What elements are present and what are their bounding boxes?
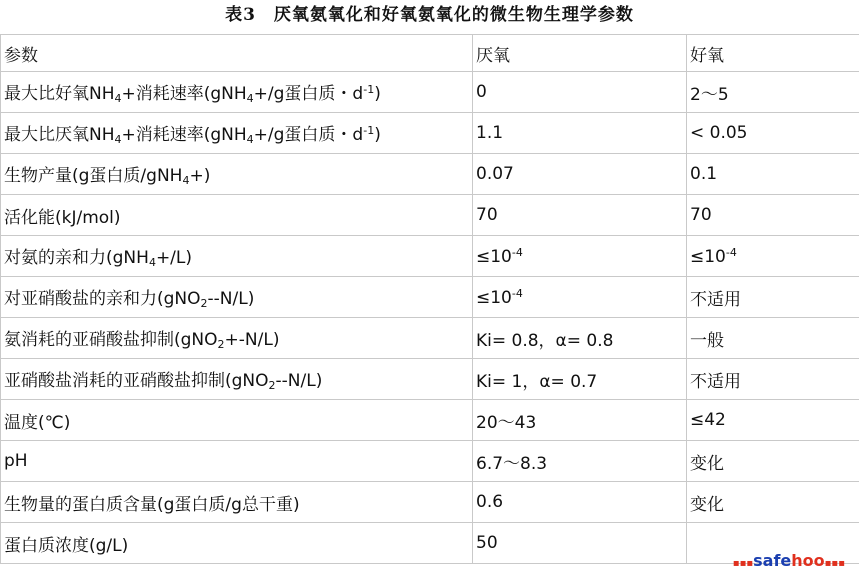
cell-text: 0 (476, 82, 487, 102)
cell-text: +/L) (155, 248, 193, 268)
cell-text: 70 (690, 205, 712, 225)
cell-text: +消耗速率(gNH (121, 125, 247, 145)
table-row (1, 72, 859, 113)
cell-aerobic (687, 400, 859, 441)
superscript: -4 (511, 245, 523, 259)
watermark-logo: ▪▪▪safehoo▪▪▪ (732, 551, 845, 570)
table-row (1, 523, 859, 564)
cell-text: 6.7～8.3 (476, 453, 548, 474)
subscript: 2 (268, 379, 276, 392)
cell-aerobic (687, 359, 859, 400)
cell-text: 0.6 (476, 492, 504, 512)
cell-text: ≤42 (690, 410, 726, 430)
cell-text: +消耗速率(gNH (121, 84, 247, 104)
table-row (1, 195, 859, 236)
cell-aerobic (687, 318, 859, 359)
cell-text: 70 (476, 205, 498, 225)
cell-param (1, 359, 473, 400)
cell-param (1, 318, 473, 359)
cell-anaerobic (473, 236, 687, 277)
cell-text: 最大比厌氧NH (4, 125, 115, 145)
cell-text: Ki= 1，α= 0.7 (476, 371, 598, 392)
cell-param (1, 113, 473, 154)
cell-param (1, 400, 473, 441)
cell-aerobic (687, 113, 859, 154)
cell-text: 不适用 (690, 371, 741, 392)
subscript: 4 (114, 92, 122, 105)
parameter-table (0, 34, 859, 564)
cell-aerobic (687, 154, 859, 195)
cell-anaerobic (473, 523, 687, 564)
cell-text: 活化能(kJ/mol) (4, 207, 121, 228)
cell-param (1, 441, 473, 482)
subscript: 4 (182, 174, 190, 187)
cell-text: +/g蛋白质・d (253, 125, 364, 145)
cell-aerobic (687, 441, 859, 482)
cell-param (1, 523, 473, 564)
cell-anaerobic (473, 277, 687, 318)
cell-text: 对氨的亲和力(gNH (4, 248, 149, 268)
subscript: 4 (246, 133, 254, 146)
table-row (1, 277, 859, 318)
cell-text: 蛋白质浓度(g/L) (4, 535, 129, 556)
cell-anaerobic (473, 482, 687, 523)
subscript: 4 (246, 92, 254, 105)
superscript: -1 (363, 83, 375, 96)
cell-text: ≤10 (690, 246, 726, 267)
cell-aerobic (687, 277, 859, 318)
cell-param (1, 277, 473, 318)
cell-text: 温度(℃) (4, 412, 71, 433)
cell-text: ) (374, 125, 381, 145)
header-row (1, 35, 859, 72)
header-aerobic: 好氧 (687, 35, 859, 72)
cell-text: ≤10 (476, 287, 512, 308)
cell-param (1, 236, 473, 277)
superscript: -4 (511, 286, 523, 300)
cell-text: 2～5 (690, 84, 729, 105)
table-row (1, 441, 859, 482)
subscript: 2 (200, 297, 208, 310)
cell-text: 20～43 (476, 412, 537, 433)
table-row (1, 400, 859, 441)
cell-text: Ki= 0.8，α= 0.8 (476, 330, 614, 351)
cell-anaerobic (473, 359, 687, 400)
header-anaerobic: 厌氧 (473, 35, 687, 72)
cell-aerobic (687, 482, 859, 523)
table-row (1, 482, 859, 523)
cell-aerobic (687, 195, 859, 236)
subscript: 4 (114, 133, 122, 146)
cell-text: +-N/L) (224, 330, 280, 350)
cell-text: +) (189, 166, 211, 186)
table-row (1, 359, 859, 400)
cell-text: 一般 (690, 330, 724, 351)
cell-anaerobic (473, 113, 687, 154)
cell-text: 变化 (690, 453, 724, 474)
cell-text: 不适用 (690, 289, 741, 310)
table-caption: 表3 厌氧氨氧化和好氧氨氧化的微生物生理学参数 (225, 5, 634, 25)
cell-text: ) (374, 84, 381, 104)
cell-text: < 0.05 (690, 123, 748, 143)
cell-text: pH (4, 451, 28, 471)
superscript: -1 (363, 124, 375, 137)
table-body (1, 35, 859, 564)
table-row (1, 154, 859, 195)
cell-text: --N/L) (207, 289, 255, 309)
cell-anaerobic (473, 400, 687, 441)
cell-text: +/g蛋白质・d (253, 84, 364, 104)
table-row (1, 236, 859, 277)
header-param: 参数 (1, 35, 473, 72)
subscript: 2 (217, 338, 225, 351)
cell-param (1, 195, 473, 236)
cell-text: 生物产量(g蛋白质/gNH (4, 166, 183, 186)
cell-text: 氨消耗的亚硝酸盐抑制(gNO (4, 330, 218, 350)
cell-text: 最大比好氧NH (4, 84, 115, 104)
cell-param (1, 154, 473, 195)
cell-anaerobic (473, 318, 687, 359)
cell-text: --N/L) (275, 371, 323, 391)
table-row (1, 318, 859, 359)
cell-anaerobic (473, 72, 687, 113)
cell-anaerobic (473, 441, 687, 482)
cell-param (1, 482, 473, 523)
table-row (1, 113, 859, 154)
subscript: 4 (148, 256, 156, 269)
cell-anaerobic (473, 195, 687, 236)
cell-param (1, 72, 473, 113)
cell-text: 0.1 (690, 164, 718, 184)
cell-text: 1.1 (476, 123, 504, 143)
cell-text: 亚硝酸盐消耗的亚硝酸盐抑制(gNO (4, 371, 269, 391)
cell-text: ≤10 (476, 246, 512, 267)
cell-anaerobic (473, 154, 687, 195)
cell-text: 生物量的蛋白质含量(g蛋白质/g总干重) (4, 494, 300, 515)
cell-aerobic (687, 236, 859, 277)
cell-text: 变化 (690, 494, 724, 515)
cell-text: 对亚硝酸盐的亲和力(gNO (4, 289, 201, 309)
superscript: -4 (725, 245, 737, 259)
cell-aerobic (687, 72, 859, 113)
cell-text: 0.07 (476, 164, 514, 184)
cell-text: 50 (476, 533, 498, 553)
